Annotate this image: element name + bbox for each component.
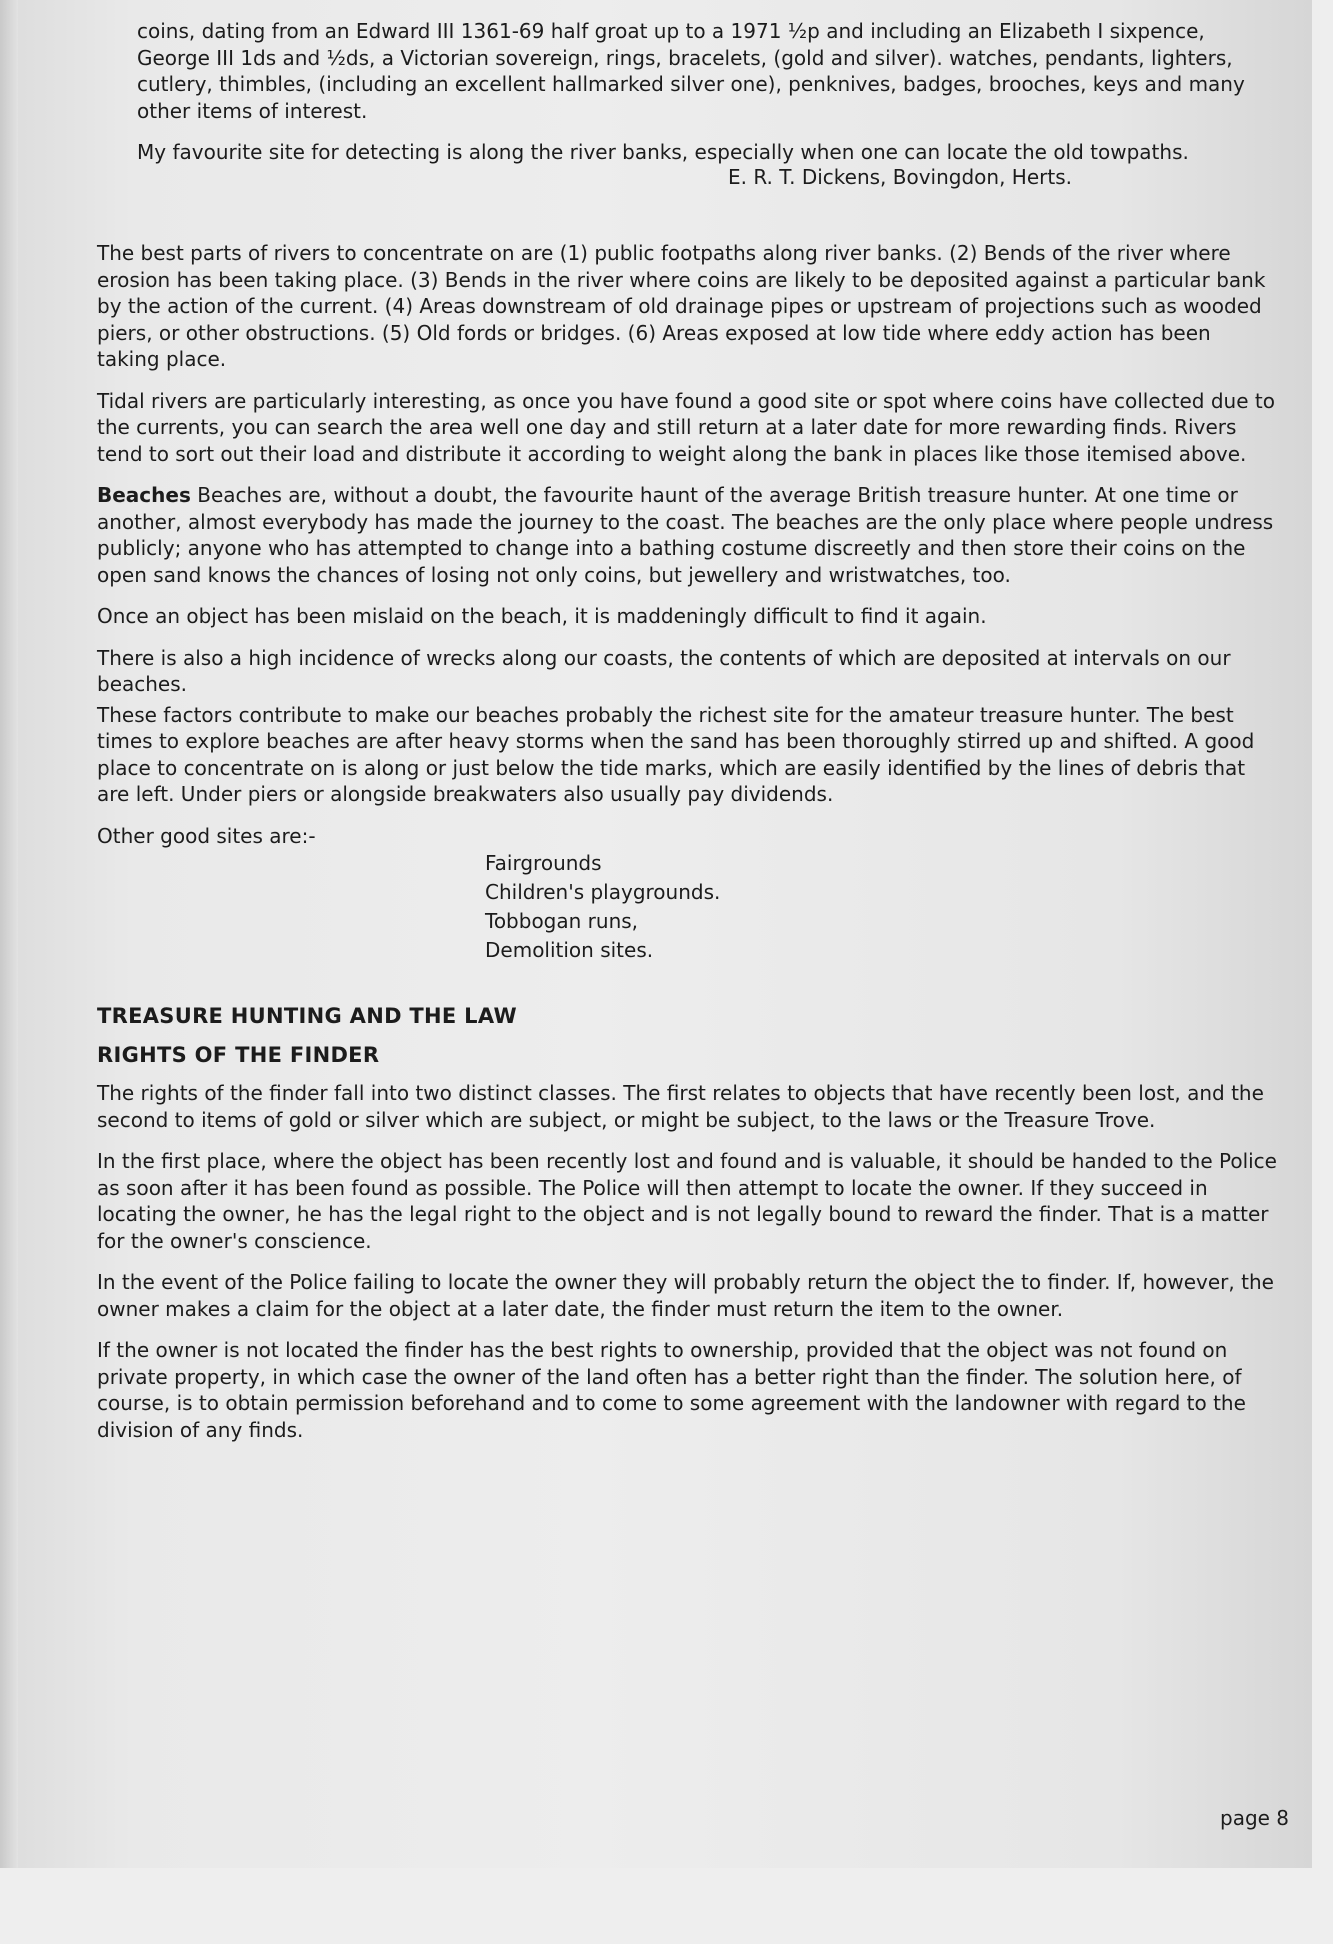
beaches-paragraph [97, 482, 1277, 588]
page-content [97, 18, 1277, 1458]
owner-claim-paragraph: In the event of the Police failing to locate the owner they will probably return the object the to finder. If, however, the owner makes a claim for the object at a later date, the finder must return the item to the owner. [97, 1270, 1274, 1321]
mislaid-paragraph: Once an object has been mislaid on the beach, it is maddeningly difficult to find it again. [97, 604, 987, 628]
list-item: Fairgrounds [485, 851, 602, 875]
favourite-site-paragraph: My favourite site for detecting is along the river banks, especially when one can locate the old towpaths. [137, 140, 1189, 164]
list-item: Tobbogan runs, [485, 909, 639, 933]
ownership-paragraph: If the owner is not located the finder has the best rights to ownership, provided that the object was not found on private property, in which case the owner of the land often has a better right than the finder. The solution here, of course, is to obtain permission beforehand and to come to some agreement with the landowner with regard to the division of any finds. [97, 1338, 1246, 1442]
tidal-rivers-paragraph: Tidal rivers are particularly interesting, as once you have found a good site or spot where coins have collected due to the currents, you can search the area well one day and still return at a later date for more rewarding finds. Rivers tend to sort out their load and distribute it according to weight along the bank in places like those itemised above. [97, 388, 1275, 466]
signature: E. R. T. Dickens, Bovingdon, Herts. [728, 164, 1072, 189]
beaches-lead-word: Beaches [97, 483, 191, 507]
rivers-best-parts-paragraph: The best parts of rivers to concentrate on are (1) public footpaths along river banks. (2) Bends of the river where erosion has been taking place. (3) Bends in the river where coins are likely to be deposited against a particular bank by the action of the current. (4) Areas downstream of old drainage pipes or upstream of projections such as wooded piers, or other obstructions. (5) Old fords or bridges. (6) Areas exposed at low tide where eddy action has been taking place. [97, 241, 1266, 371]
list-item: Demolition sites. [485, 938, 654, 962]
finds-paragraph: coins, dating from an Edward III 1361-69 half groat up to a 1971 ½p and including an Elizabeth I sixpence, George III 1ds and ½ds, a Victorian sovereign, rings, bracelets, (gold and silver). watches, pendants, lighters, cutlery, thimbles, (including an excellent hallmarked silver one), penknives, badges, brooches, keys and many other items of interest. [137, 19, 1245, 123]
other-sites-list [485, 849, 1277, 965]
section-subtitle: RIGHTS OF THE FINDER [97, 1042, 380, 1067]
page-left-edge [0, 0, 18, 1868]
wrecks-paragraph: There is also a high incidence of wrecks along our coasts, the contents of which are deposited at intervals on our beaches. [97, 645, 1231, 696]
section-title: TREASURE HUNTING AND THE LAW [97, 1004, 517, 1028]
list-item: Children's playgrounds. [485, 880, 721, 904]
police-paragraph: In the first place, where the object has been recently lost and found and is valuable, it should be handed to the Police as soon after it has been found as possible. The Police will then attempt to locate the owner. If they succeed in locating the owner, he has the legal right to the object and is not legally bound to reward the finder. That is a matter for the owner's conscience. [97, 1149, 1277, 1253]
beach-factors-paragraph: These factors contribute to make our beaches probably the richest site for the amateur treasure hunter. The best times to explore beaches are after heavy storms when the sand has been thoroughly stirred up and shifted. A good place to concentrate on is along or just below the tide marks, which are easily identified by the lines of debris that are left. Under piers or alongside breakwaters also usually pay dividends. [97, 702, 1255, 806]
other-sites-heading: Other good sites are:- [97, 823, 316, 848]
beaches-intro-text: Beaches are, without a doubt, the favourite haunt of the average British treasure hunter. At one time or another, almost everybody has made the journey to the coast. The beaches are the only place where people undress publicly; anyone who has attempted to change into a bathing costume discreetly and then store their coins on the open sand knows the chances of losing not only coins, but jewellery and wristwatches, too. [97, 483, 1274, 587]
finder-rights-paragraph: The rights of the finder fall into two distinct classes. The first relates to objects that have recently been lost, and the second to items of gold or silver which are subject, or might be subject, to the laws or the Treasure Trove. [97, 1081, 1264, 1132]
page-number: page 8 [1220, 1806, 1290, 1830]
